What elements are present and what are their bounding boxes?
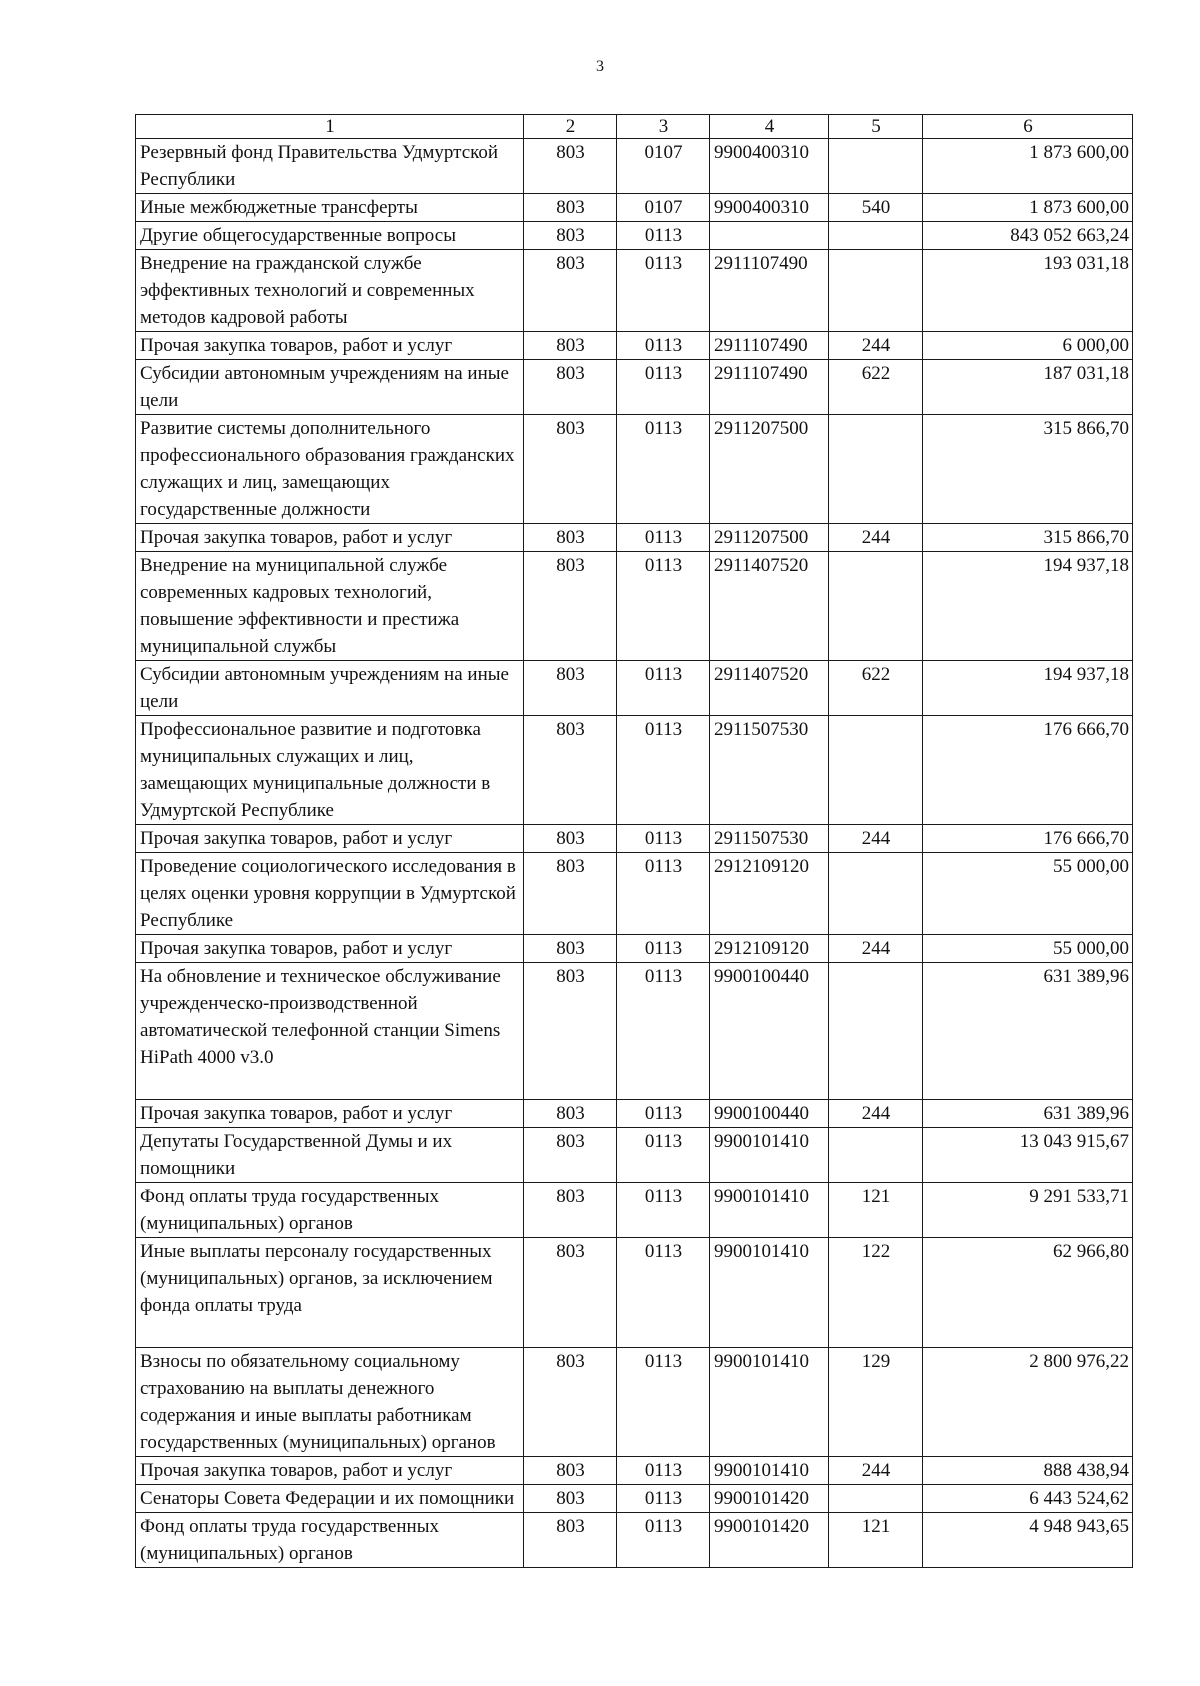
section-code-cell: 0113	[617, 935, 710, 963]
expenditure-name-cell: Депутаты Государственной Думы и их помощники	[136, 1128, 524, 1183]
amount-cell: 631 389,96	[923, 1100, 1133, 1128]
amount-cell: 1 873 600,00	[923, 194, 1133, 222]
table-row	[136, 1348, 1133, 1457]
target-article-cell: 9900101410	[710, 1457, 829, 1485]
target-article-cell: 9900400310	[710, 139, 829, 194]
table-row	[136, 332, 1133, 360]
section-code-cell: 0113	[617, 1183, 710, 1238]
admin-code-cell: 803	[524, 250, 617, 332]
admin-code-cell: 803	[524, 1100, 617, 1128]
admin-code-cell: 803	[524, 661, 617, 716]
section-code-cell: 0113	[617, 1348, 710, 1457]
target-article-cell: 2912109120	[710, 853, 829, 935]
section-code-cell: 0107	[617, 194, 710, 222]
admin-code-cell: 803	[524, 963, 617, 1100]
amount-cell: 62 966,80	[923, 1238, 1133, 1348]
table-row	[136, 524, 1133, 552]
section-code-cell: 0113	[617, 1238, 710, 1348]
header-cell: 2	[524, 115, 617, 139]
amount-cell: 315 866,70	[923, 524, 1133, 552]
expense-type-cell: 121	[829, 1513, 923, 1568]
expenditure-name-cell: Взносы по обязательному социальному страхованию на выплаты денежного содержания и иные выплаты работникам государственных (муниципальных) органов	[136, 1348, 524, 1457]
expense-type-cell: 540	[829, 194, 923, 222]
target-article-cell: 2911207500	[710, 524, 829, 552]
admin-code-cell: 803	[524, 139, 617, 194]
table-body	[136, 139, 1133, 1568]
header-cell: 6	[923, 115, 1133, 139]
admin-code-cell: 803	[524, 1183, 617, 1238]
section-code-cell: 0107	[617, 139, 710, 194]
target-article-cell: 2911507530	[710, 716, 829, 825]
budget-table	[135, 114, 1133, 1568]
expenditure-name-cell: На обновление и техническое обслуживание учрежденческо-производственной автоматической телефонной станции Simens HiPath 4000 v3.0	[136, 963, 524, 1100]
expenditure-name-cell: Другие общегосударственные вопросы	[136, 222, 524, 250]
admin-code-cell: 803	[524, 222, 617, 250]
header-row	[136, 115, 1133, 139]
section-code-cell: 0113	[617, 524, 710, 552]
header-cell: 1	[136, 115, 524, 139]
target-article-cell: 2911207500	[710, 415, 829, 524]
expenditure-name-cell: Прочая закупка товаров, работ и услуг	[136, 1457, 524, 1485]
amount-cell: 888 438,94	[923, 1457, 1133, 1485]
admin-code-cell: 803	[524, 194, 617, 222]
expenditure-name-cell: Внедрение на гражданской службе эффективных технологий и современных методов кадровой работы	[136, 250, 524, 332]
table-row	[136, 963, 1133, 1100]
header-cell: 3	[617, 115, 710, 139]
amount-cell: 193 031,18	[923, 250, 1133, 332]
table-row	[136, 222, 1133, 250]
expenditure-name-cell: Субсидии автономным учреждениям на иные цели	[136, 360, 524, 415]
expense-type-cell	[829, 963, 923, 1100]
expense-type-cell: 244	[829, 1100, 923, 1128]
target-article-cell: 9900101410	[710, 1238, 829, 1348]
amount-cell: 2 800 976,22	[923, 1348, 1133, 1457]
target-article-cell: 9900101420	[710, 1485, 829, 1513]
expense-type-cell	[829, 1485, 923, 1513]
amount-cell: 315 866,70	[923, 415, 1133, 524]
admin-code-cell: 803	[524, 1128, 617, 1183]
target-article-cell: 9900101420	[710, 1513, 829, 1568]
table-row	[136, 139, 1133, 194]
target-article-cell: 2911407520	[710, 552, 829, 661]
expense-type-cell: 244	[829, 935, 923, 963]
amount-cell: 843 052 663,24	[923, 222, 1133, 250]
table-row	[136, 194, 1133, 222]
target-article-cell	[710, 222, 829, 250]
target-article-cell: 2911107490	[710, 360, 829, 415]
expenditure-name-cell: Иные межбюджетные трансферты	[136, 194, 524, 222]
expense-type-cell: 622	[829, 360, 923, 415]
expenditure-name-cell: Проведение социологического исследования в целях оценки уровня коррупции в Удмуртской Республике	[136, 853, 524, 935]
amount-cell: 176 666,70	[923, 716, 1133, 825]
target-article-cell: 9900400310	[710, 194, 829, 222]
expense-type-cell	[829, 250, 923, 332]
section-code-cell: 0113	[617, 552, 710, 661]
amount-cell: 4 948 943,65	[923, 1513, 1133, 1568]
section-code-cell: 0113	[617, 250, 710, 332]
target-article-cell: 9900101410	[710, 1183, 829, 1238]
table-row	[136, 825, 1133, 853]
expense-type-cell: 622	[829, 661, 923, 716]
table-row	[136, 415, 1133, 524]
table-row	[136, 1128, 1133, 1183]
table-row	[136, 552, 1133, 661]
amount-cell: 55 000,00	[923, 935, 1133, 963]
expense-type-cell: 122	[829, 1238, 923, 1348]
header-cell: 4	[710, 115, 829, 139]
amount-cell: 13 043 915,67	[923, 1128, 1133, 1183]
expense-type-cell	[829, 415, 923, 524]
expenditure-name-cell: Профессиональное развитие и подготовка муниципальных служащих и лиц, замещающих муниципальные должности в Удмуртской Республике	[136, 716, 524, 825]
table-row	[136, 1457, 1133, 1485]
expense-type-cell: 244	[829, 524, 923, 552]
admin-code-cell: 803	[524, 935, 617, 963]
expenditure-name-cell: Внедрение на муниципальной службе современных кадровых технологий, повышение эффективности и престижа муниципальной службы	[136, 552, 524, 661]
expense-type-cell	[829, 552, 923, 661]
section-code-cell: 0113	[617, 661, 710, 716]
header-cell: 5	[829, 115, 923, 139]
section-code-cell: 0113	[617, 360, 710, 415]
expenditure-name-cell: Сенаторы Совета Федерации и их помощники	[136, 1485, 524, 1513]
section-code-cell: 0113	[617, 415, 710, 524]
table-row	[136, 853, 1133, 935]
section-code-cell: 0113	[617, 222, 710, 250]
admin-code-cell: 803	[524, 524, 617, 552]
amount-cell: 6 443 524,62	[923, 1485, 1133, 1513]
amount-cell: 1 873 600,00	[923, 139, 1133, 194]
admin-code-cell: 803	[524, 853, 617, 935]
table-row	[136, 250, 1133, 332]
section-code-cell: 0113	[617, 963, 710, 1100]
admin-code-cell: 803	[524, 1238, 617, 1348]
amount-cell: 194 937,18	[923, 552, 1133, 661]
admin-code-cell: 803	[524, 415, 617, 524]
table-row	[136, 716, 1133, 825]
table-row	[136, 1100, 1133, 1128]
expense-type-cell: 244	[829, 825, 923, 853]
amount-cell: 194 937,18	[923, 661, 1133, 716]
table-row	[136, 1238, 1133, 1348]
target-article-cell: 9900101410	[710, 1128, 829, 1183]
expense-type-cell	[829, 222, 923, 250]
section-code-cell: 0113	[617, 1457, 710, 1485]
admin-code-cell: 803	[524, 552, 617, 661]
section-code-cell: 0113	[617, 1513, 710, 1568]
target-article-cell: 2911407520	[710, 661, 829, 716]
expense-type-cell: 244	[829, 332, 923, 360]
expense-type-cell: 244	[829, 1457, 923, 1485]
section-code-cell: 0113	[617, 853, 710, 935]
admin-code-cell: 803	[524, 825, 617, 853]
target-article-cell: 2911107490	[710, 332, 829, 360]
expense-type-cell	[829, 853, 923, 935]
expenditure-name-cell: Прочая закупка товаров, работ и услуг	[136, 935, 524, 963]
expense-type-cell	[829, 139, 923, 194]
target-article-cell: 2912109120	[710, 935, 829, 963]
admin-code-cell: 803	[524, 360, 617, 415]
section-code-cell: 0113	[617, 1485, 710, 1513]
expenditure-name-cell: Прочая закупка товаров, работ и услуг	[136, 524, 524, 552]
target-article-cell: 9900100440	[710, 963, 829, 1100]
target-article-cell: 9900100440	[710, 1100, 829, 1128]
expense-type-cell: 129	[829, 1348, 923, 1457]
expense-type-cell: 121	[829, 1183, 923, 1238]
amount-cell: 176 666,70	[923, 825, 1133, 853]
target-article-cell: 9900101410	[710, 1348, 829, 1457]
admin-code-cell: 803	[524, 1485, 617, 1513]
expense-type-cell	[829, 1128, 923, 1183]
target-article-cell: 2911107490	[710, 250, 829, 332]
expenditure-name-cell: Прочая закупка товаров, работ и услуг	[136, 332, 524, 360]
amount-cell: 9 291 533,71	[923, 1183, 1133, 1238]
table-row	[136, 1183, 1133, 1238]
table-row	[136, 1513, 1133, 1568]
expenditure-name-cell: Субсидии автономным учреждениям на иные цели	[136, 661, 524, 716]
admin-code-cell: 803	[524, 332, 617, 360]
admin-code-cell: 803	[524, 1457, 617, 1485]
section-code-cell: 0113	[617, 1100, 710, 1128]
page-number: 3	[596, 58, 604, 75]
expenditure-name-cell: Развитие системы дополнительного профессионального образования гражданских служащих и лиц, замещающих государственные должности	[136, 415, 524, 524]
expense-type-cell	[829, 716, 923, 825]
table-row	[136, 1485, 1133, 1513]
amount-cell: 6 000,00	[923, 332, 1133, 360]
table-row	[136, 661, 1133, 716]
amount-cell: 631 389,96	[923, 963, 1133, 1100]
expenditure-name-cell: Иные выплаты персоналу государственных (муниципальных) органов, за исключением фонда оплаты труда	[136, 1238, 524, 1348]
expenditure-name-cell: Резервный фонд Правительства Удмуртской Республики	[136, 139, 524, 194]
table-row	[136, 360, 1133, 415]
admin-code-cell: 803	[524, 716, 617, 825]
table-row	[136, 935, 1133, 963]
expenditure-name-cell: Прочая закупка товаров, работ и услуг	[136, 825, 524, 853]
section-code-cell: 0113	[617, 825, 710, 853]
section-code-cell: 0113	[617, 1128, 710, 1183]
amount-cell: 55 000,00	[923, 853, 1133, 935]
admin-code-cell: 803	[524, 1513, 617, 1568]
section-code-cell: 0113	[617, 716, 710, 825]
section-code-cell: 0113	[617, 332, 710, 360]
target-article-cell: 2911507530	[710, 825, 829, 853]
amount-cell: 187 031,18	[923, 360, 1133, 415]
admin-code-cell: 803	[524, 1348, 617, 1457]
expenditure-name-cell: Прочая закупка товаров, работ и услуг	[136, 1100, 524, 1128]
expenditure-name-cell: Фонд оплаты труда государственных (муниципальных) органов	[136, 1513, 524, 1568]
expenditure-name-cell: Фонд оплаты труда государственных (муниципальных) органов	[136, 1183, 524, 1238]
